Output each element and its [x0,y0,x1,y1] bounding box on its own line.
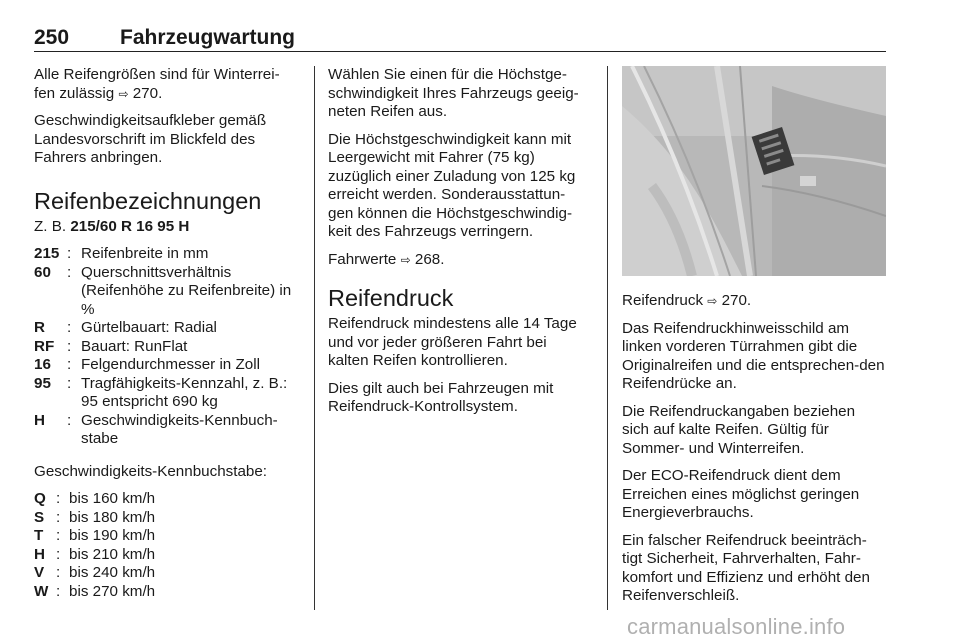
header-rule [34,51,886,52]
paragraph: Die Reifendruckangaben beziehen sich auf kalte Reifen. Gültig für Sommer- und Winterreifen. [622,402,856,457]
example-code: 215/60 R 16 95 H [70,217,190,235]
column-3 [622,66,886,615]
door-frame-tire-label-illustration [622,66,886,276]
column-2 [328,66,590,426]
speed-row: T : bis 190 km/h [34,527,156,544]
page-ref-arrow-icon: ⇨ [707,294,718,308]
door-frame-illustration-icon [622,66,886,276]
paragraph: Dies gilt auch bei Fahrzeugen mit Reifendruck-Kontrollsystem. [328,379,554,415]
speed-row: V : bis 240 km/h [34,564,156,581]
paragraph: Fahrwerte ⇨ 268. [328,250,445,268]
definition-row: 16 : Felgendurchmesser in Zoll [34,356,260,373]
watermark: carmanualsonline.info [627,614,846,639]
column-divider-1 [314,66,315,610]
definition-row: 215 : Reifenbreite in mm [34,245,209,262]
section-heading: Reifenbezeichnungen [34,187,262,214]
definition-row: RF : Bauart: RunFlat [34,337,188,355]
speed-index-list [34,490,296,601]
paragraph: Ein falscher Reifendruck beeinträch-tigt Sicherheit, Fahrverhalten, Fahr-komfort und Effizienz und erhöht den Reifenverschleiß. [622,531,870,604]
speed-row: S : bis 180 km/h [34,508,156,526]
definition-row: 60 : Querschnittsverhältnis (Reifenhöhe zu Reifenbreite) in % [34,263,292,318]
speed-row: H : bis 210 km/h [34,545,156,563]
page-ref-link[interactable]: 268. [414,250,445,268]
paragraph: Das Reifendruckhinweisschild am linken vorderen Türrahmen gibt die Originalreifen und die entsprechen-den Reifendrücke an. [622,319,885,392]
page-ref-link[interactable]: 270. [132,84,163,102]
chapter-title: Fahrzeugwartung [120,26,296,49]
definition-row: 95 : Tragfähigkeits-Kennzahl, z. B.: 95 entspricht 690 kg [34,374,288,410]
column-1 [34,66,296,615]
page-ref-arrow-icon: ⇨ [400,252,411,267]
definition-row: R : Gürtelbauart: Radial [34,319,217,336]
example-line: Z. B. 215/60 R 16 95 H [34,217,190,235]
paragraph: Reifendruck ⇨ 270. [622,292,752,309]
page-ref-link[interactable]: 270. [721,292,752,309]
paragraph: Der ECO-Reifendruck dient dem Erreichen eines möglichst geringen Energieverbrauchs. [622,467,860,521]
page-ref-arrow-icon: ⇨ [118,86,129,101]
section-heading: Reifendruck [328,285,454,311]
definition-row: H : Geschwindigkeits-Kennbuch-stabe [34,411,278,447]
page-number: 250 [34,26,70,49]
paragraph: Wählen Sie einen für die Höchstge-schwindigkeit Ihres Fahrzeugs geeig-neten Reifen aus. [328,66,579,120]
paragraph: Geschwindigkeitsaufkleber gemäß Landesvorschrift im Blickfeld des Fahrers anbringen. [34,112,267,166]
page-header [34,26,886,52]
paragraph: Geschwindigkeits-Kennbuchstabe: [34,462,268,480]
speed-row: Q : bis 160 km/h [34,490,156,507]
paragraph: Reifendruck mindestens alle 14 Tage und vor jeder größeren Fahrt bei kalten Reifen kontrollieren. [328,315,577,369]
tire-code-definitions [34,245,296,449]
paragraph: Die Höchstgeschwindigkeit kann mit Leergewicht mit Fahrer (75 kg) zuzüglich einer Zuladung von 125 kg erreicht werden. Sonderausstattun-gen können die Höchstgeschwindig-keit des Fahrzeugs verringern. [328,130,576,240]
speed-row: W : bis 270 km/h [34,582,156,600]
column-divider-2 [607,66,608,610]
paragraph: Alle Reifengrößen sind für Winterrei-fen zulässig ⇨ 270. [34,66,280,102]
